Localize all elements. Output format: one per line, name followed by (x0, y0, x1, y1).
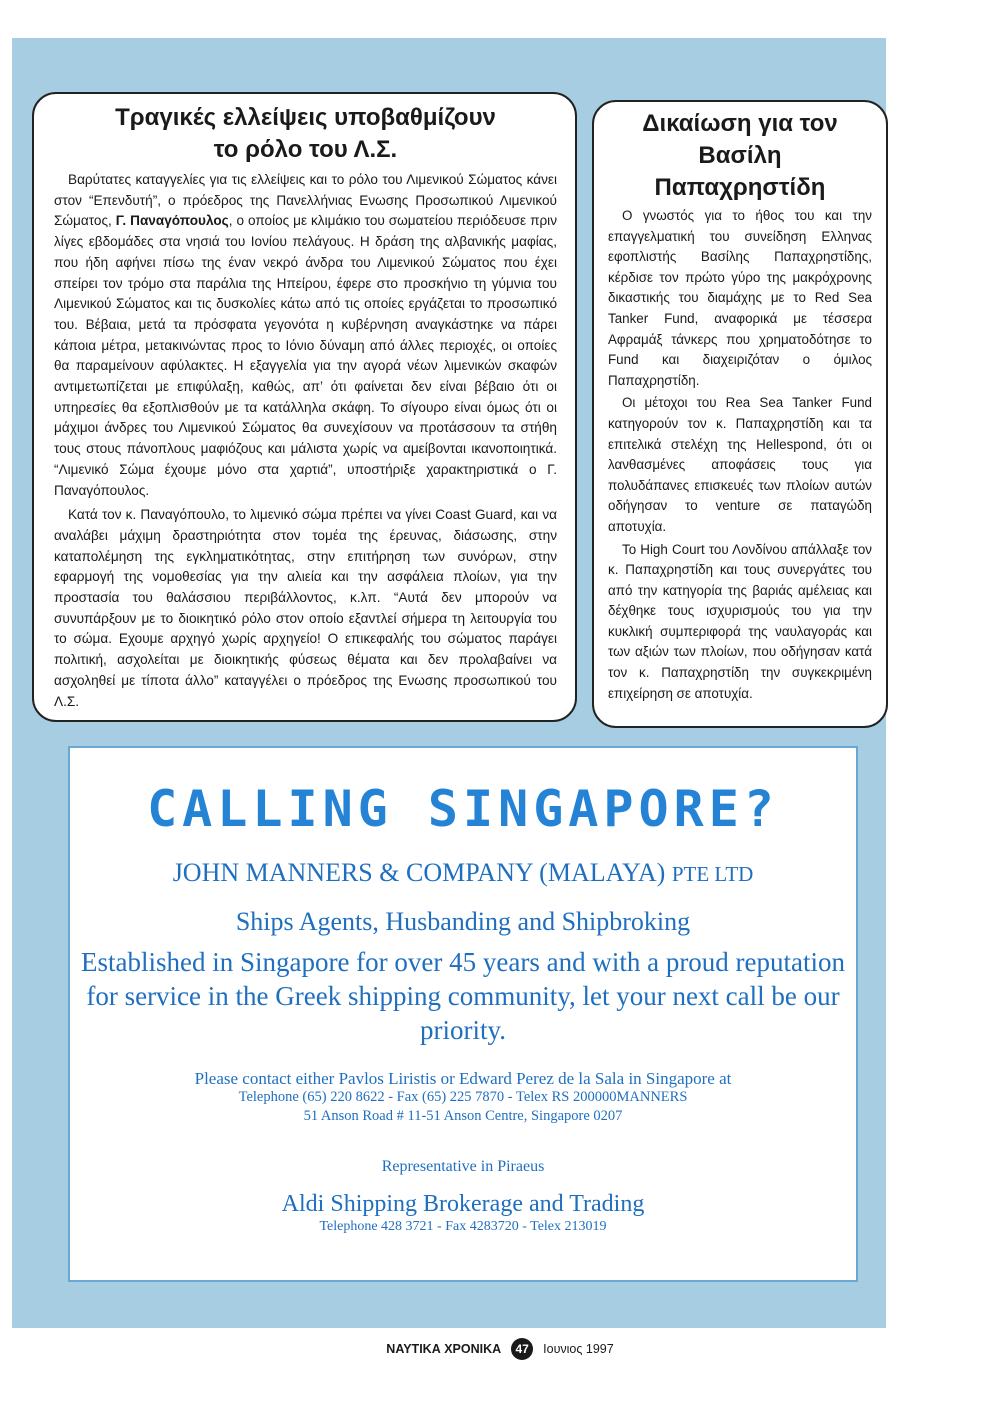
article-title-line-3: Παπαχρηστίδη (654, 174, 826, 201)
issue-date: Ιουνιος 1997 (543, 1342, 614, 1356)
article-port-police (32, 92, 577, 722)
paragraph-text: Βαρύτατες καταγγελίες για τις ελλείψεις και το ρόλο του Λιμενικού Σώματος κάνει στον “Επενδυτή”, ο πρόεδρος της Πανελλήνιας Ενωσης Προσωπικού Λιμενικού Σώματος, (54, 172, 557, 229)
article-paragraph-2: Κατά τον κ. Παναγόπουλο, το λιμενικό σώμα πρέπει να γίνει Coast Guard, και να αναλάβει μάχιμη δραστηριότητα στον τομέα της έρευνας, διάσωσης, στην καταπολέμηση της εγκληματικότητας, στην επιτήρηση των συνόρων, στην εφαρμογή της νομοθεσίας για την αλιεία και την ασφάλεια πλοίων, για την προστασία του θαλάσσιου περιβάλλοντος, κ.λπ. “Αυτά δεν μπορούν να συνυπάρξουν με το διοικητικό ρόλο στον οποίο εξαντλεί σήμερα τη λειτουργία του το σώμα. Εχουμε αρχηγό χωρίς αρχηγείο! Ο επικεφαλής του σώματος παράγει πολιτική, ασχολείται με διοικητικής φύσεως θέματα και δεν προλαβαίνει να ασχοληθεί με τίποτα άλλο” καταγγέλει ο πρόεδρος της Ενωσης προσωπικού του Λ.Σ. (54, 507, 557, 709)
company-name-text: JOHN MANNERS & COMPANY (MALAYA) (172, 858, 666, 887)
article-paragraph-1 (54, 170, 557, 501)
advertisement-john-manners (68, 746, 858, 1282)
article-title-line-1: Τραγικές ελλείψεις υποβαθμίζουν (115, 104, 496, 131)
ad-established-text: Established in Singapore for over 45 years and with a proud reputation for service in the Greek shipping community, let your next call be our priority. (80, 947, 846, 1045)
company-suffix: PTE LTD (671, 862, 754, 886)
article-paragraph-3: Το High Court του Λονδίνου απάλλαξε τον κ. Παπαχρηστίδη και τους συνεργάτες του από την κατηγορία της βαριάς αμέλειας και δέχθηκε τους ισχυρισμούς του για την κυκλική συμπεριφορά της ναυλαγοράς και των αξιών των πλοίων, που οδήγησαν κατά τον κ. Παπαχρηστίδη την συγκεκριμένη επιχείρηση σε αποτυχία. (608, 541, 872, 701)
article-title-line-1: Δικαίωση για τον (642, 110, 838, 137)
ad-services: Ships Agents, Husbanding and Shipbroking (235, 907, 691, 936)
article-paragraph-1: Ο γνωστός για το ήθος του και την επαγγελματική του συνείδηση Ελληνας εφοπλιστής Βασίλης Παπαχρηστίδης, κέρδισε τον πρώτο γύρο της μακρόχρονης δικαστικής του διαμάχης με το Red Sea Tanker Fund, αναφορικά με τέσσερα Αφραμάξ τάνκερς που χρηματοδότησε το Fund και διαχειριζόταν ο όμιλος Παπαχρηστίδη. (608, 208, 872, 388)
article-paragraph-2: Οι μέτοχοι του Rea Sea Tanker Fund κατηγορούν τον κ. Παπαχρηστίδη και τα επιτελικά στελέχη της Hellespond, ότι οι λανθασμένες αποφάσεις τους για πολυδάπανες επισκευές των πλοίων αυτών οδήγησαν το venture σε παταγώδη αποτυχία. (608, 395, 872, 534)
ad-contact-address: 51 Anson Road # 11-51 Anson Centre, Singapore 0207 (303, 1108, 623, 1124)
ad-headline: CALLING SINGAPORE? (147, 780, 779, 838)
person-name: Γ. Παναγόπουλος (115, 213, 229, 229)
publication-name: ΝΑΥΤΙΚΑ ΧΡΟΝΙΚΑ (386, 1342, 502, 1356)
ad-representative-name: Aldi Shipping Brokerage and Trading (281, 1191, 645, 1217)
ad-representative-label: Representative in Piraeus (381, 1158, 545, 1175)
article-title-line-2: Βασίλη (698, 142, 782, 169)
page-number: 47 (511, 1338, 533, 1360)
ad-representative-phone: Telephone 428 3721 - Fax 4283720 - Telex 213019 (319, 1219, 607, 1234)
ad-contact-phone: Telephone (65) 220 8622 - Fax (65) 225 7870 - Telex RS 200000MANNERS (238, 1089, 688, 1105)
article-title (54, 102, 557, 166)
article-title (608, 108, 872, 204)
ad-contact-line-1: Please contact either Pavlos Liristis or Edward Perez de la Sala in Singapore at (194, 1069, 732, 1088)
ad-company-name (70, 856, 856, 891)
article-title-line-2: το ρόλο του Λ.Σ. (213, 136, 398, 163)
paragraph-text: , ο οποίος με κλιμάκιο του σωματείου περιόδευσε πριν λίγες εβδομάδες στα νησιά του Ιονίου πελάγους. Η δράση της αλβανικής μαφίας, που ήδη αφήνει πίσω της έναν νεκρό άνδρα του Λιμενικού Σώματος που έχει σπείρει τον τρόμο στα παράλια της Ηπείρου, έφερε στο προσκήνιο τη γύμνια του Λιμενικού Σώματος και τις δυσκολίες κάτω από τις οποίες εργάζεται το προσωπικό του. Βέβαια, μετά τα πρόσφατα γεγονότα η κυβέρνηση αναγκάστηκε να πάρει κάποια μέτρα, μετακινώντας προς το Ιόνιο δύναμη από άλλες περιοχές, οι οποίες θα παραμείνουν αφύλακτες. Η εξαγγελία για την αγορά νέων λιμενικών σκαφών αντιμετωπίζεται με επιφύλαξη, καθώς, απ’ ότι φαίνεται δεν είναι βέβαιο ότι οι υπηρεσίες θα εξοπλισθούν με τα κατάλληλα σκάφη. Το σίγουρο είναι όμως ότι οι μάχιμοι άνδρες του Λιμενικού Σώματος θα συνεχίσουν να προτάσσουν τα στήθη τους στους πάνοπλους μαφιόζους και μάλιστα χωρίς να αμείβονται ικανοποιητικά. “Λιμενικό Σώμα έχουμε μόνο στα χαρτιά”, υποστήριξε χαρακτηριστικά ο Γ. Παναγόπουλος. (54, 213, 557, 498)
article-papachristidis (592, 100, 888, 728)
page-footer (0, 1334, 1000, 1364)
ad-contact-block (70, 1069, 856, 1126)
